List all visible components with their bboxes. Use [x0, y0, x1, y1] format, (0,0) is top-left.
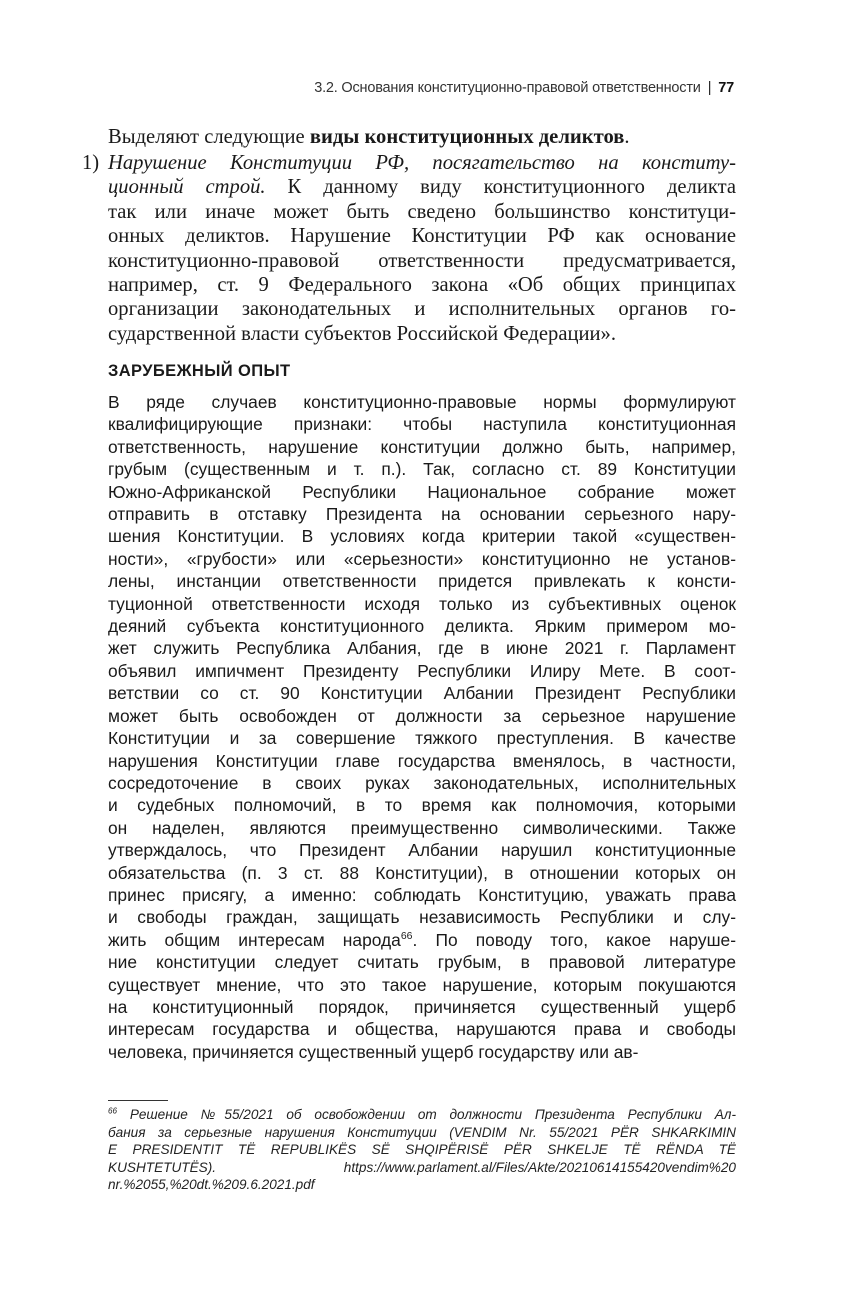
running-header	[314, 80, 734, 96]
text-line: туционной ответственности исходя только из субъективных оценок	[108, 593, 736, 614]
text-line: интересам государства и общества, нарушаются права и свободы	[108, 1019, 736, 1040]
text-line: существует мнение, что это такое нарушение, которым покушаются	[108, 974, 736, 995]
list-line: онных деликтов. Нарушение Конституции РФ как основание	[108, 225, 736, 248]
intro-suffix: .	[624, 126, 630, 148]
list-line-text: К данному виду конституционного деликта	[265, 176, 736, 199]
intro-paragraph	[108, 125, 736, 149]
text-line: В ряде случаев конституционно-правовые нормы формулируют	[108, 392, 736, 412]
footnote-marker: 66	[108, 1106, 118, 1116]
text-line: жет служить Республика Албания, где в июне 2021 г. Парламент	[108, 638, 736, 659]
text-line: сосредоточение в своих руках законодательных, исполнительных	[108, 772, 736, 793]
list-number: 1)	[82, 152, 100, 174]
text-line: нарушения Конституции главе государства вменялось, в частности,	[108, 750, 736, 771]
text-line: на конституционный порядок, причиняется существенный ущерб	[108, 996, 736, 1017]
text-line: Конституции и за совершение тяжкого преступления. В качестве	[108, 728, 736, 749]
text-line: объявил импичмент Президенту Республики Илиру Мете. В соот-	[108, 660, 736, 681]
section-heading: ЗАРУБЕЖНЫЙ ОПЫТ	[108, 362, 291, 380]
text-line: человека, причиняется существенный ущерб государству или ав-	[108, 1041, 639, 1062]
intro-bold-term: виды конституционных деликтов	[309, 126, 625, 148]
footnote-line	[108, 1106, 736, 1124]
text-line: Южно-Африканской Республики Национальное собрание может	[108, 481, 736, 502]
footnote-line: E PRESIDENTIT TË REPUBLIKËS SË SHQIPËRISË PËR SHKELJE TË RËNDA TË	[108, 1142, 736, 1158]
footnote-line: бания за серьезные нарушения Конституции (VENDIM Nr. 55/2021 PËR SHKARKIMIN	[108, 1124, 736, 1140]
text-line: ности», «грубости» или «серьезности» конституционно не установ-	[108, 548, 736, 569]
text-line: отправить в отставку Президента на основании серьезного нару-	[108, 504, 736, 525]
footnote-text: Решение №55/2021 об освобождении от должности Президента Республики Ал-	[129, 1107, 736, 1122]
list-italic-heading: Нарушение Конституции РФ, посягательство на конститу-	[108, 152, 736, 174]
text-line: квалифицирующие признаки: чтобы наступила конституционная	[108, 414, 736, 435]
foreign-experience-text	[108, 391, 736, 1063]
footnote-reference[interactable]: 66	[400, 930, 413, 942]
text-line: и судебных полномочий, в то время как полномочия, которыми	[108, 795, 736, 816]
list-line	[108, 151, 736, 175]
text-line: ветствии со ст. 90 Конституции Албании Президент Республики	[108, 683, 736, 704]
text-line: может быть освобожден от должности за серьезное нарушение	[108, 705, 736, 726]
text-line	[108, 929, 736, 951]
header-separator: |	[707, 80, 712, 96]
footnote-66	[108, 1106, 736, 1194]
text-line: деяний субъекта конституционного деликта. Ярким примером мо-	[108, 616, 736, 637]
page-number: 77	[718, 80, 734, 96]
list-line: конституционно-правовой ответственности предусматривается,	[108, 249, 736, 272]
list-line: так или иначе может быть сведено большинство конституци-	[108, 200, 736, 223]
text-line: ответственность, нарушение конституции должно быть, например,	[108, 436, 736, 457]
running-title: 3.2. Основания конституционно-правовой ответственности	[314, 80, 701, 96]
list-line	[108, 175, 736, 199]
text-line: шения Конституции. В условиях когда критерии такой «существен-	[108, 526, 736, 547]
intro-prefix: Выделяют следующие	[108, 126, 310, 148]
footnote-url-line[interactable]: nr.%2055,%20dt.%209.6.2021.pdf	[108, 1177, 315, 1193]
list-line: например, ст. 9 Федерального закона «Об общих принципах	[108, 274, 736, 297]
footnote-url-line[interactable]: KUSHTETUTËS). https://www.parlament.al/Files/Akte/20210614155420vendim%20	[108, 1159, 736, 1175]
footnote-divider	[108, 1100, 168, 1101]
line-text: жить общим интересам народа	[108, 929, 401, 950]
text-line: он наделен, являются преимущественно символическими. Также	[108, 817, 736, 838]
text-line: ние конституции следует считать грубым, в правовой литературе	[108, 952, 736, 973]
text-line: грубым (существенным и т. п.). Так, согласно ст. 89 Конституции	[108, 459, 736, 480]
text-line: обязательства (п. 3 ст. 88 Конституции), в отношении которых он	[108, 862, 736, 883]
list-line: сударственной власти субъектов Российской Федерации».	[108, 322, 616, 345]
list-italic-heading-end: ционный строй.	[108, 176, 266, 199]
text-line: и свободы граждан, защищать независимость Республики и слу-	[108, 907, 736, 928]
line-text: . По поводу того, какое наруше-	[412, 929, 736, 950]
text-line: принес присягу, а именно: соблюдать Конституцию, уважать права	[108, 884, 736, 905]
text-line: утверждалось, что Президент Албании нарушил конституционные	[108, 840, 736, 861]
text-line: лены, инстанции ответственности придется привлекать к консти-	[108, 571, 736, 592]
list-item-1	[82, 151, 736, 346]
list-line: организации законодательных и исполнительных органов го-	[108, 298, 736, 321]
